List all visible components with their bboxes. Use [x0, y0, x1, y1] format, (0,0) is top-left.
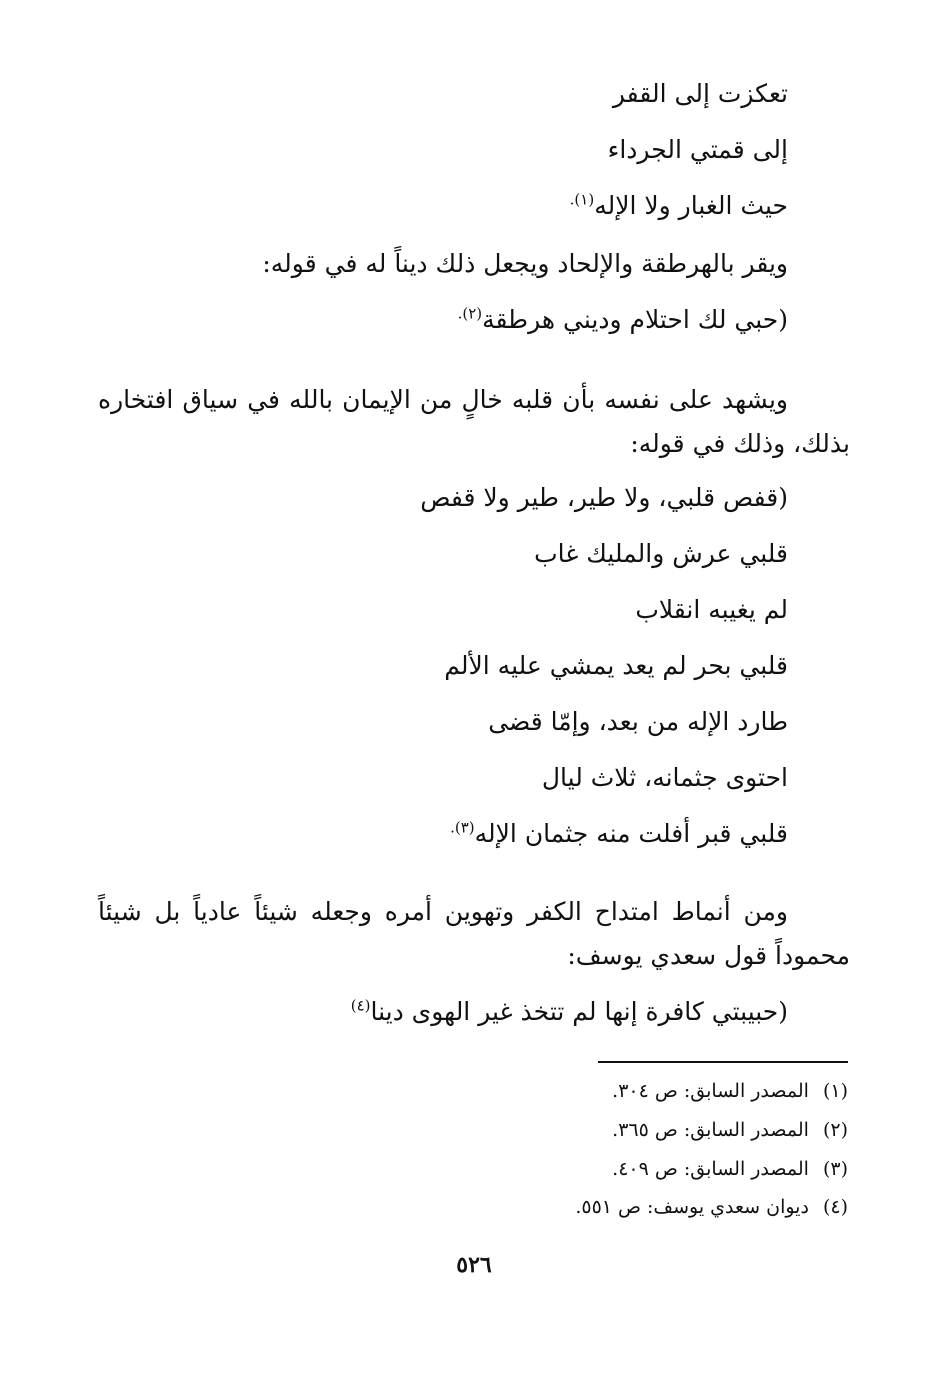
footnote-text: المصدر السابق: ص ٣٦٥.	[612, 1119, 809, 1141]
footnote-number: (٣)	[822, 1158, 848, 1180]
footnote-text: المصدر السابق: ص ٤٠٩.	[612, 1158, 809, 1180]
footnote-text: المصدر السابق: ص ٣٠٤.	[612, 1080, 809, 1102]
prose-line-1: ويقر بالهرطقة والإلحاد ويجعل ذلك ديناً له في قوله:	[262, 249, 788, 278]
footnote-number: (٤)	[822, 1196, 848, 1218]
footnote-divider	[598, 1061, 848, 1063]
footnote-2	[612, 1116, 848, 1144]
footnote-4	[575, 1193, 848, 1221]
footnote-ref-2: (٢).	[457, 304, 483, 323]
footnote-ref-1: (١).	[569, 190, 595, 209]
prose-line-3: بذلك، وذلك في قوله:	[630, 429, 850, 458]
verse-line-2: إلى قمتي الجرداء	[607, 135, 788, 164]
prose-line-4: ومن أنماط امتداح الكفر وتهوين أمره وجعله شيئاً عادياً بل شيئاً	[98, 897, 788, 926]
footnote-number: (١)	[822, 1080, 848, 1102]
verse-line-6: قلبي عرش والمليك غاب	[534, 539, 788, 568]
footnote-1	[612, 1077, 848, 1105]
page-number: ٥٢٦	[456, 1252, 492, 1278]
prose-line-5: محموداً قول سعدي يوسف:	[567, 941, 850, 970]
footnote-number: (٢)	[822, 1119, 848, 1141]
verse-line-3: حيث الغبار ولا الإله$^{(١).}$	[569, 190, 788, 220]
footnote-text: ديوان سعدي يوسف: ص ٥٥١.	[575, 1196, 809, 1218]
verse-line-9: طارد الإله من بعد، وإمّا قضى	[488, 707, 788, 736]
verse-line-1: تعكزت إلى القفر	[612, 79, 788, 108]
verse-line-4: (حبي لك احتلام وديني هرطقة$^{(٢).}$	[457, 304, 788, 334]
verse-line-12: (حبيبتي كافرة إنها لم تتخذ غير الهوى دينا$^{(٤)}$	[350, 996, 788, 1026]
verse-line-5: (قفص قلبي، ولا طير، طير ولا قفص	[420, 483, 788, 512]
verse-line-7: لم يغيبه انقلاب	[635, 595, 788, 624]
footnote-ref-4: (٤)	[350, 996, 371, 1015]
verse-line-10: احتوى جثمانه، ثلاث ليال	[541, 763, 788, 792]
footnote-3	[612, 1155, 848, 1183]
verse-line-8: قلبي بحر لم يعد يمشي عليه الألم	[444, 651, 788, 680]
verse-line-11: قلبي قبر أفلت منه جثمان الإله$^{(٣).}$	[450, 818, 788, 848]
prose-line-2: ويشهد على نفسه بأن قلبه خالٍ من الإيمان بالله في سياق افتخاره	[98, 385, 788, 414]
footnote-ref-3: (٣).	[450, 818, 475, 837]
